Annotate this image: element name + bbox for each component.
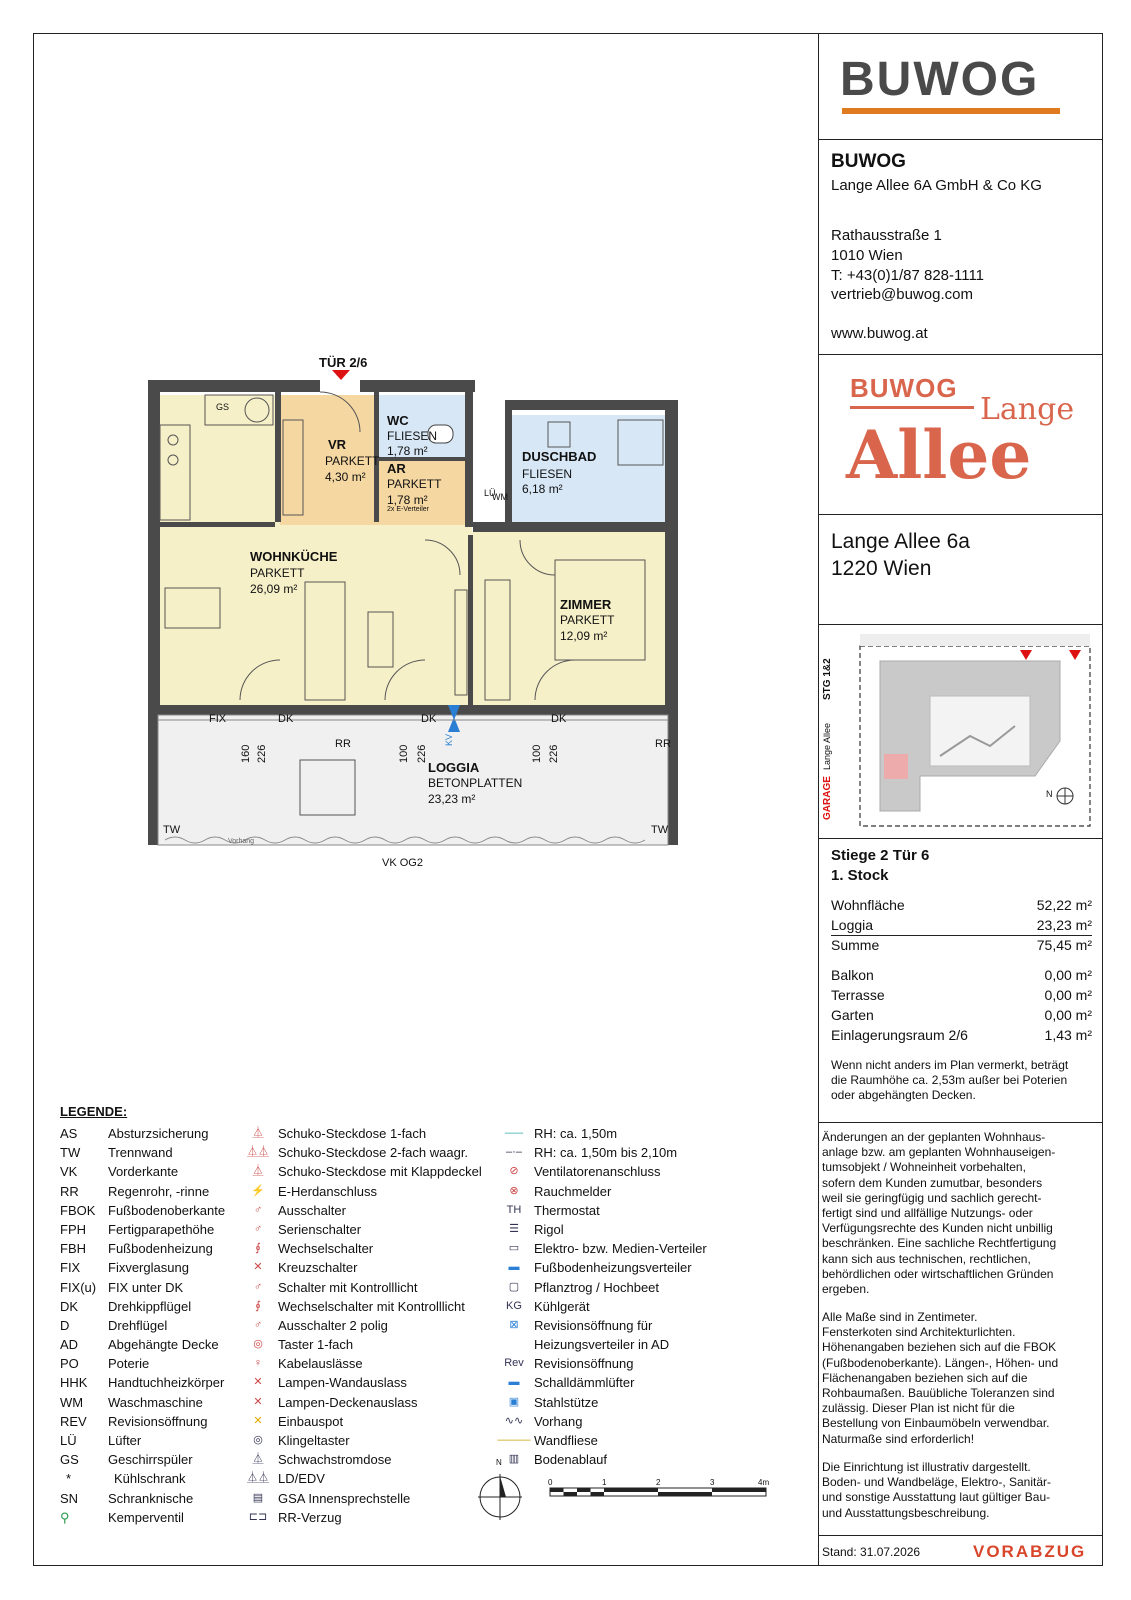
legend-other: ‒‒‒ RH: ca. 1,50m ‒·‒ RH: ca. 1,50m bis 2,10m ⊘ Ventilatorenanschluss ⊗ Rauchmelder TH Thermostat ☰ Rigol ▭ Elektro- bzw. Medien-Verteiler ▬ Fußbodenheizungsverteiler ▢ Pflanztrog / Hochbeet KG Kühlgerät ⊠ Revisionsöffnung für Heizungsverteiler in AD Rev Revisionsöffnung ▬ Schalldämmlüfter ▣ Stahlstütze ∿∿ Vorhang ——— Wandfliese ▥ Bodenablauf	[494, 1124, 707, 1469]
floor-drain-icon: ▥	[508, 1453, 520, 1466]
planter-icon: ▢	[508, 1280, 520, 1293]
unit-floor: 1. Stock	[831, 867, 889, 884]
scale-tick: 3	[710, 1478, 715, 1487]
logo-underline	[842, 108, 1060, 114]
note-measures: Alle Maße sind in Zentimeter. Fensterkoten sind Architekturlichten. Höhenangaben beziehen sich auf die FBOK (Fußbodenoberkante). Längen-, Höhen- und Flächenangaben beziehen sich auf die Rohbaumaßen. Bauübliche Toleranzen sind zulässig. Dieser Plan ist nicht für die Bestellung von Einbaumöbeln verwendbar. Naturmaße sind erforderlich!	[822, 1310, 1059, 1446]
thermostat-icon: TH	[506, 1203, 522, 1216]
note-changes: Änderungen an der geplanten Wohnhaus- anlage bzw. am geplanten Wohnhauseigen- tumsobjekt / Wohneinheit vorbehalten, sofern dem Kunden zumutbar, besonders weil sie geringfügig und sachlich gerecht- fertigt sind und allfällige Nutzungs- oder Verfügungsrechte des Kunden nicht unbillig beschränken. Eine sachliche Rechtfertigung kann sich aus technischen, rechtlichen, behördlichen oder wirtschaftlichen Gründen ergeben.	[822, 1130, 1057, 1297]
site-street-label: Lange Allee	[822, 722, 832, 770]
project-logo-allee: Allee	[846, 416, 1032, 494]
dashed-line-icon: ‒‒‒	[504, 1127, 524, 1139]
stove-outlet-icon: ⚡	[251, 1184, 265, 1197]
site-plan	[820, 626, 1103, 836]
mark-dk: DK	[278, 713, 294, 725]
push-button-icon: ◎	[253, 1338, 263, 1351]
draft-badge: VORABZUG	[973, 1542, 1087, 1561]
address-line1: Lange Allee 6a	[831, 530, 970, 553]
legend-title: LEGENDE:	[60, 1104, 128, 1119]
room-name: WOHNKÜCHE	[250, 549, 338, 564]
area-row: Garten 0,00 m²	[831, 1007, 1092, 1023]
socket-lid-icon: ⏅	[252, 1165, 264, 1178]
company-name: BUWOG	[831, 151, 906, 172]
sidebar-divider	[818, 33, 819, 1566]
dim-226: 226	[256, 744, 268, 763]
mark-rr: RR	[335, 738, 351, 750]
site-garage-label: GARAGE	[822, 776, 833, 820]
site-north: N	[1046, 789, 1053, 799]
room-name: VR	[328, 437, 347, 452]
dim-226: 226	[548, 744, 560, 763]
divider	[818, 1122, 1103, 1123]
room-note: 2x E-Verteiler	[387, 506, 430, 513]
dim-160: 160	[240, 744, 252, 763]
room-name: ZIMMER	[560, 597, 612, 612]
mark-gs: GS	[216, 402, 230, 412]
divider	[818, 139, 1103, 140]
area-row: Balkon 0,00 m²	[831, 967, 1092, 983]
room-name: WC	[387, 413, 409, 428]
company-phone: T: +43(0)1/87 828-1111	[831, 267, 985, 284]
area-row: Summe 75,45 m²	[831, 937, 1092, 953]
mark-tw: TW	[163, 824, 181, 836]
room-floor: FLIESEN	[522, 467, 573, 481]
legend-electrical: ⏅ Schuko-Steckdose 1-fach ⏅⏅ Schuko-Steckdose 2-fach waagr. ⏅ Schuko-Steckdose mit Klappdeckel ⚡ E-Herdanschluss ♂ Ausschalter ♂ Serienschalter ∮ Wechselschalter ✕ Kreuzschalter ♂ Schalter mit Kontrolllicht ∮ Wechselschalter mit Kontrolllicht ♂ Ausschalter 2 polig ◎ Taster 1-fach ♀ Kabelauslässe ✕ Lampen-Wandauslass ✕ Lampen-Deckenauslass ✕ Einbauspot ◎ Klingeltaster ⏅ Schwachstromdose ⏅⏅ LD/EDV ▤ GSA Innensprechstelle ⊏⊐ RR-Verzug	[238, 1124, 482, 1527]
area-row: Wohnfläche 52,22 m²	[831, 897, 1092, 913]
door-label: TÜR 2/6	[319, 355, 368, 370]
mark-dk: DK	[551, 713, 567, 725]
room-area: 1,78 m²	[387, 493, 428, 507]
dash-dot-line-icon: ‒·‒	[506, 1146, 522, 1159]
heating-manifold-icon: ▬	[508, 1261, 520, 1274]
switch-icon: ♂	[253, 1203, 263, 1216]
revision-opening-icon: Rev	[504, 1357, 524, 1370]
scale-bar	[548, 1486, 770, 1500]
room-area: 1,78 m²	[387, 444, 428, 458]
mark-fix: FIX	[209, 713, 227, 725]
ceiling-lamp-icon: ✕	[253, 1395, 263, 1408]
address-line2: 1220 Wien	[831, 557, 932, 580]
mark-rr: RR	[655, 738, 671, 750]
room-name: AR	[387, 461, 406, 476]
kemper-icon: ⚲	[60, 1509, 70, 1525]
area-row: Terrasse 0,00 m²	[831, 987, 1092, 1003]
intercom-icon: ▤	[252, 1491, 264, 1504]
rigol-icon: ☰	[509, 1222, 519, 1235]
socket-icon: ⏅	[252, 1127, 264, 1139]
fan-icon: ⊘	[509, 1165, 519, 1178]
company-city: 1010 Wien	[831, 247, 903, 264]
two-way-light-icon: ∮	[255, 1299, 261, 1312]
divider	[818, 838, 1103, 839]
switch-2pole-icon: ♂	[253, 1318, 263, 1331]
divider	[818, 624, 1103, 625]
north-arrow	[476, 1462, 526, 1522]
room-area: 4,30 m²	[325, 470, 366, 484]
room-name: DUSCHBAD	[522, 449, 597, 464]
dim-226: 226	[416, 744, 428, 763]
downpipe-offset-icon: ⊏⊐	[248, 1510, 268, 1523]
note-ceiling: Wenn nicht anders im Plan vermerkt, beträgt die Raumhöhe ca. 2,53m außer bei Poterien oder abgehängten Decken.	[831, 1058, 1069, 1103]
mark-dk: DK	[421, 713, 437, 725]
wall-tile-icon: ———	[497, 1434, 531, 1446]
stand-date: Stand: 31.07.2026	[822, 1545, 921, 1559]
unit-stair: Stiege 2 Tür 6	[831, 847, 930, 864]
room-area: 6,18 m²	[522, 482, 563, 496]
room-floor: PARKETT	[325, 454, 380, 468]
mark-kv: KV	[444, 733, 454, 746]
revision-heating-icon: ⊠	[509, 1318, 519, 1331]
room-area: 12,09 m²	[560, 629, 608, 643]
socket-double-icon: ⏅⏅	[247, 1146, 269, 1159]
north-label: N	[496, 1458, 502, 1467]
legend-abbreviations: AS Absturzsicherung TW Trennwand VK Vorderkante RR Regenrohr, -rinne FBOK Fußbodenoberkante FPH Fertigparapethöhe FBH Fußbodenheizung FIX Fixverglasung FIX(u) FIX unter DK DK Drehkippflügel D Drehflügel AD Abgehängte Decke PO Poterie HHK Handtuchheizkörper WM Waschmaschine REV Revisionsöffnung LÜ Lüfter GS Geschirrspüler * Kühlschrank SN Schranknische ⚲ Kemperventil	[60, 1124, 225, 1527]
project-logo-lange: Lange	[980, 392, 1075, 427]
room-floor: BETONPLATTEN	[428, 776, 523, 790]
room-floor: FLIESEN	[387, 429, 438, 443]
company-street: Rathausstraße 1	[831, 227, 942, 244]
distribution-board-icon: ▭	[508, 1242, 520, 1255]
cable-outlet-icon: ♀	[253, 1357, 263, 1370]
scale-tick: 4m	[758, 1478, 770, 1487]
cooling-unit-icon: KG	[506, 1299, 522, 1312]
dim-100: 100	[398, 744, 410, 763]
two-way-switch-icon: ∮	[255, 1242, 261, 1255]
series-switch-icon: ♂	[253, 1222, 263, 1235]
mark-wm: WM	[492, 492, 508, 502]
cross-switch-icon: ✕	[253, 1261, 263, 1274]
area-row: Loggia 23,23 m²	[831, 917, 1092, 933]
room-floor: PARKETT	[250, 566, 305, 580]
buwog-logo: BUWOG	[840, 53, 1040, 106]
note-furnishing: Die Einrichtung ist illustrativ dargestellt. Boden- und Wandbeläge, Elektro-, Sanitär- und sonstige Ausstattung laut gültiger Bau- und Ausstattungsbeschreibung.	[822, 1460, 1052, 1520]
smoke-detector-icon: ⊗	[509, 1184, 519, 1197]
low-voltage-icon: ⏅	[252, 1453, 264, 1466]
project-logo-brand: BUWOG	[850, 373, 958, 403]
sound-vent-icon: ▬	[508, 1376, 520, 1389]
curtain-icon: ∿∿	[504, 1414, 524, 1427]
network-icon: ⏅⏅	[247, 1472, 269, 1485]
scale-tick: 0	[548, 1478, 553, 1487]
scale-tick: 2	[656, 1478, 661, 1487]
bell-icon: ◎	[253, 1434, 263, 1446]
mark-lu: LÜ	[484, 488, 496, 498]
divider	[818, 514, 1103, 515]
company-email[interactable]: vertrieb@buwog.com	[831, 286, 973, 303]
spot-icon: ✕	[253, 1414, 263, 1427]
room-floor: PARKETT	[387, 477, 442, 491]
wall-lamp-icon: ✕	[253, 1376, 263, 1389]
scale-tick: 1	[602, 1478, 607, 1487]
steel-column-icon: ▣	[508, 1395, 520, 1408]
mark-tw: TW	[651, 824, 669, 836]
divider	[818, 1535, 1103, 1536]
area-row: Einlagerungsraum 2/6 1,43 m²	[831, 1027, 1092, 1043]
switch-light-icon: ♂	[253, 1280, 263, 1293]
room-area: 26,09 m²	[250, 582, 298, 596]
divider	[818, 354, 1103, 355]
room-name: LOGGIA	[428, 760, 480, 775]
mark-vk: VK OG2	[382, 857, 423, 869]
mark-vorhang: Vorhang	[228, 838, 255, 845]
room-area: 23,23 m²	[428, 792, 476, 806]
room-floor: PARKETT	[560, 613, 615, 627]
company-web[interactable]: www.buwog.at	[831, 325, 928, 342]
project-logo-rule	[850, 406, 974, 409]
site-stg-label: STG 1&2	[822, 658, 833, 700]
sum-rule	[831, 935, 1092, 936]
company-entity: Lange Allee 6A GmbH & Co KG	[831, 177, 1042, 194]
dim-100: 100	[531, 744, 543, 763]
